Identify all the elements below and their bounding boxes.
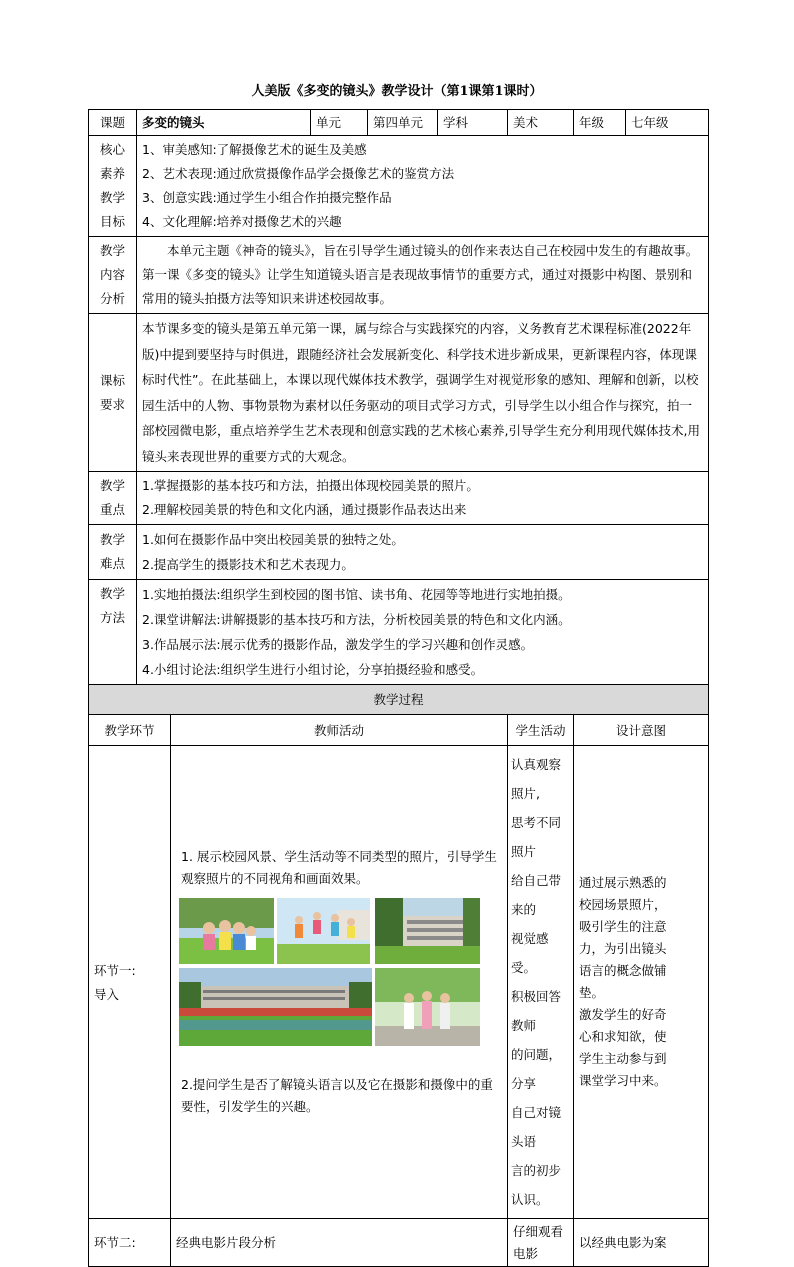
step1-teacher-text-1: 1. 展示校园风景、学生活动等不同类型的照片，引导学生观察照片的不同视角和画面效果。 (181, 849, 497, 887)
difficulties-label: 教学 难点 (89, 525, 137, 580)
jumping-students-photo (277, 898, 370, 964)
photo-collage (177, 898, 501, 1074)
step2-intent: 以经典电影为案 (574, 1219, 709, 1267)
standard-label: 课标 要求 (89, 314, 137, 472)
content-analysis-label: 教学 内容 分析 (89, 237, 137, 314)
process-title: 教学过程 (89, 685, 709, 715)
unit-value: 第四单元 (368, 110, 438, 136)
process-step1-row (89, 746, 709, 1219)
column-stage: 教学环节 (89, 715, 171, 746)
methods-label: 教学 方法 (89, 580, 137, 685)
content-analysis-row (89, 237, 709, 314)
grade-value: 七年级 (626, 110, 709, 136)
column-intent: 设计意图 (574, 715, 709, 746)
campus-building-photo (375, 898, 480, 964)
key-points-content: 1.掌握摄影的基本技巧和方法，拍摄出体现校园美景的照片。 2.理解校园美景的特色和文化内涵，通过摄影作品表达出来 (137, 472, 709, 525)
column-student: 学生活动 (508, 715, 574, 746)
grade-label: 年级 (574, 110, 626, 136)
content-analysis-text: 本单元主题《神奇的镜头》，旨在引导学生通过镜头的创作来表达自己在校园中发生的有趣故事。第一课《多变的镜头》让学生知道镜头语言是表现故事情节的重要方式，通过对摄影中构图、景别和常用的镜头拍摄方法等知识来讲述校园故事。 (137, 237, 709, 314)
column-teacher: 教师活动 (171, 715, 508, 746)
step2-stage: 环节二: (89, 1219, 171, 1267)
methods-content: 1.实地拍摄法:组织学生到校园的图书馆、读书角、花园等等地进行实地拍摄。 2.课堂讲解法:讲解摄影的基本技巧和方法，分析校园美景的特色和文化内涵。 3.作品展示法:展示优秀的摄影作品，激发学生的学习兴趣和创作灵感。 4.小组讨论法:组织学生进行小组讨论，分享拍摄经验和感受。 (137, 580, 709, 685)
standard-text: 本节课多变的镜头是第五单元第一课，属与综合与实践探究的内容，义务教育艺术课程标准(2022年版)中提到要坚持与时俱进，跟随经济社会发展新变化、科学技术进步新成果，更新课程内容，体现课标时代性”。在此基础上，本课以现代媒体技术教学，强调学生对视觉形象的感知、理解和创新，以校园生活中的人物、事物景物为素材以任务驱动的项目式学习方式，引导学生以小组合作与探究，拍一部校园微电影，重点培养学生艺术表现和创意实践的艺术核心素养,引导学生充分利用现代媒体技术,用镜头来表现世界的重要方式的大观念。 (137, 314, 709, 472)
process-columns-row (89, 715, 709, 746)
header-row (89, 110, 709, 136)
key-points-row (89, 472, 709, 525)
standard-row (89, 314, 709, 472)
key-points-label: 教学 重点 (89, 472, 137, 525)
process-step2-row (89, 1219, 709, 1267)
step1-intent: 通过展示熟悉的 校园场景照片， 吸引学生的注意 力，为引出镜头 语言的概念做铺 垫。 激发学生的好奇 心和求知欲，使 学生主动参与到 课堂学习中来。 (574, 746, 709, 1219)
subject-label: 学科 (438, 110, 508, 136)
step1-teacher (171, 746, 508, 1219)
unit-label: 单元 (311, 110, 368, 136)
step1-stage: 环节一: 导入 (89, 746, 171, 1219)
process-title-row (89, 685, 709, 715)
course-value: 多变的镜头 (137, 110, 311, 136)
goals-content: 1、审美感知:了解摄像艺术的诞生及美感 2、艺术表现:通过欣赏摄像作品学会摄像艺术的鉴赏方法 3、创意实践:通过学生小组合作拍摄完整作品 4、文化理解:培养对摄像艺术的兴趣 (137, 136, 709, 237)
step2-student: 仔细观看电影 (508, 1219, 574, 1267)
goals-row (89, 136, 709, 237)
lesson-plan-table (88, 109, 709, 1267)
document-title: 人美版《多变的镜头》教学设计（第1课第1课时） (251, 84, 543, 99)
goals-label: 核心 素养 教学 目标 (89, 136, 137, 237)
methods-row (89, 580, 709, 685)
step1-student: 认真观察照片, 思考不同照片 给自己带来的 视觉感受。 积极回答教师 的问题，分享 自己对镜头语 言的初步认识。 (508, 746, 574, 1219)
sports-field-photo (179, 968, 372, 1046)
step2-teacher: 经典电影片段分析 (171, 1219, 508, 1267)
walking-students-photo (375, 968, 480, 1046)
students-on-lawn-photo (179, 898, 274, 964)
difficulties-row (89, 525, 709, 580)
course-label: 课题 (89, 110, 137, 136)
difficulties-content: 1.如何在摄影作品中突出校园美景的独特之处。 2.提高学生的摄影技术和艺术表现力。 (137, 525, 709, 580)
step1-teacher-text-2: 2.提问学生是否了解镜头语言以及它在摄影和摄像中的重要性，引发学生的兴趣。 (181, 1077, 493, 1115)
subject-value: 美术 (508, 110, 574, 136)
